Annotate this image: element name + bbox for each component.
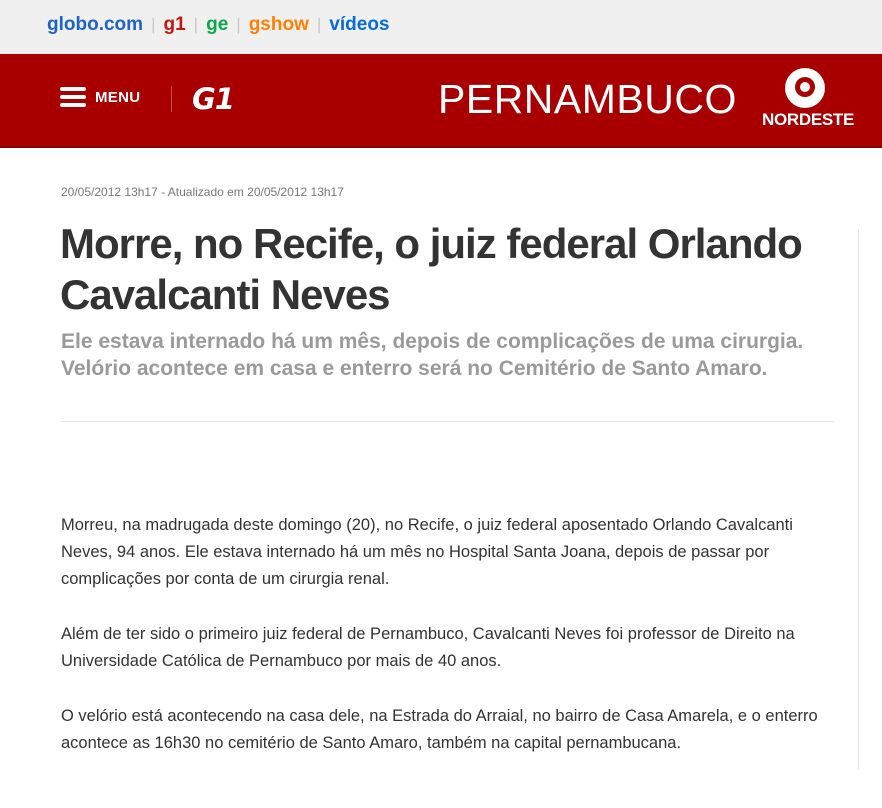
header-divider bbox=[171, 86, 172, 112]
region-title: PERNAMBUCO bbox=[438, 76, 737, 122]
menu-label: MENU bbox=[95, 88, 141, 106]
article-subtitle: Ele estava internado há um mês, depois de complicações de uma cirurgia. Velório acontece em casa e enterro será no Cemitério de Santo Amaro. bbox=[61, 330, 804, 380]
affiliate-name: NORDESTE bbox=[761, 110, 855, 129]
article-paragraph: Além de ter sido o primeiro juiz federal de Pernambuco, Cavalcanti Neves foi professor de Direito na Universidade Católica de Pernambuco por mais de 40 anos. bbox=[61, 625, 795, 670]
article-title: Morre, no Recife, o juiz federal Orlando Cavalcanti Neves bbox=[60, 220, 802, 318]
hamburger-icon bbox=[60, 86, 86, 108]
nav-separator: | bbox=[316, 15, 322, 34]
divider bbox=[61, 421, 834, 422]
nav-separator: | bbox=[151, 15, 156, 34]
article-paragraph: O velório está acontecendo na casa dele, na Estrada do Arraial, no bairro de Casa Amarela, e o enterro acontece as 16h30 no cemitério de Santo Amaro, também na capital pernambucana. bbox=[61, 707, 818, 752]
nav-separator: | bbox=[236, 15, 241, 34]
link-videos[interactable]: vídeos bbox=[329, 14, 390, 35]
global-nav-links bbox=[47, 14, 390, 36]
site-header bbox=[0, 54, 882, 148]
nav-separator: | bbox=[193, 15, 199, 34]
global-top-bar bbox=[0, 0, 882, 54]
g1-logo[interactable]: G1 bbox=[192, 82, 234, 116]
menu-button[interactable] bbox=[60, 86, 140, 108]
globo-icon bbox=[785, 68, 825, 108]
link-g1[interactable]: g1 bbox=[163, 14, 186, 35]
link-globo-com[interactable]: globo.com bbox=[47, 14, 144, 35]
article-dateline: 20/05/2012 13h17 - Atualizado em 20/05/2012 13h17 bbox=[61, 185, 344, 199]
link-gshow[interactable]: gshow bbox=[248, 14, 309, 35]
link-ge[interactable]: ge bbox=[206, 14, 229, 35]
article-paragraph: Morreu, na madrugada deste domingo (20), no Recife, o juiz federal aposentado Orlando Cavalcanti Neves, 94 anos. Ele estava internado há um mês no Hospital Santa Joana, depois de passar por complicações por conta de um cirurgia renal. bbox=[61, 516, 793, 588]
column-divider bbox=[858, 229, 859, 769]
globo-nordeste-logo[interactable] bbox=[758, 66, 858, 136]
